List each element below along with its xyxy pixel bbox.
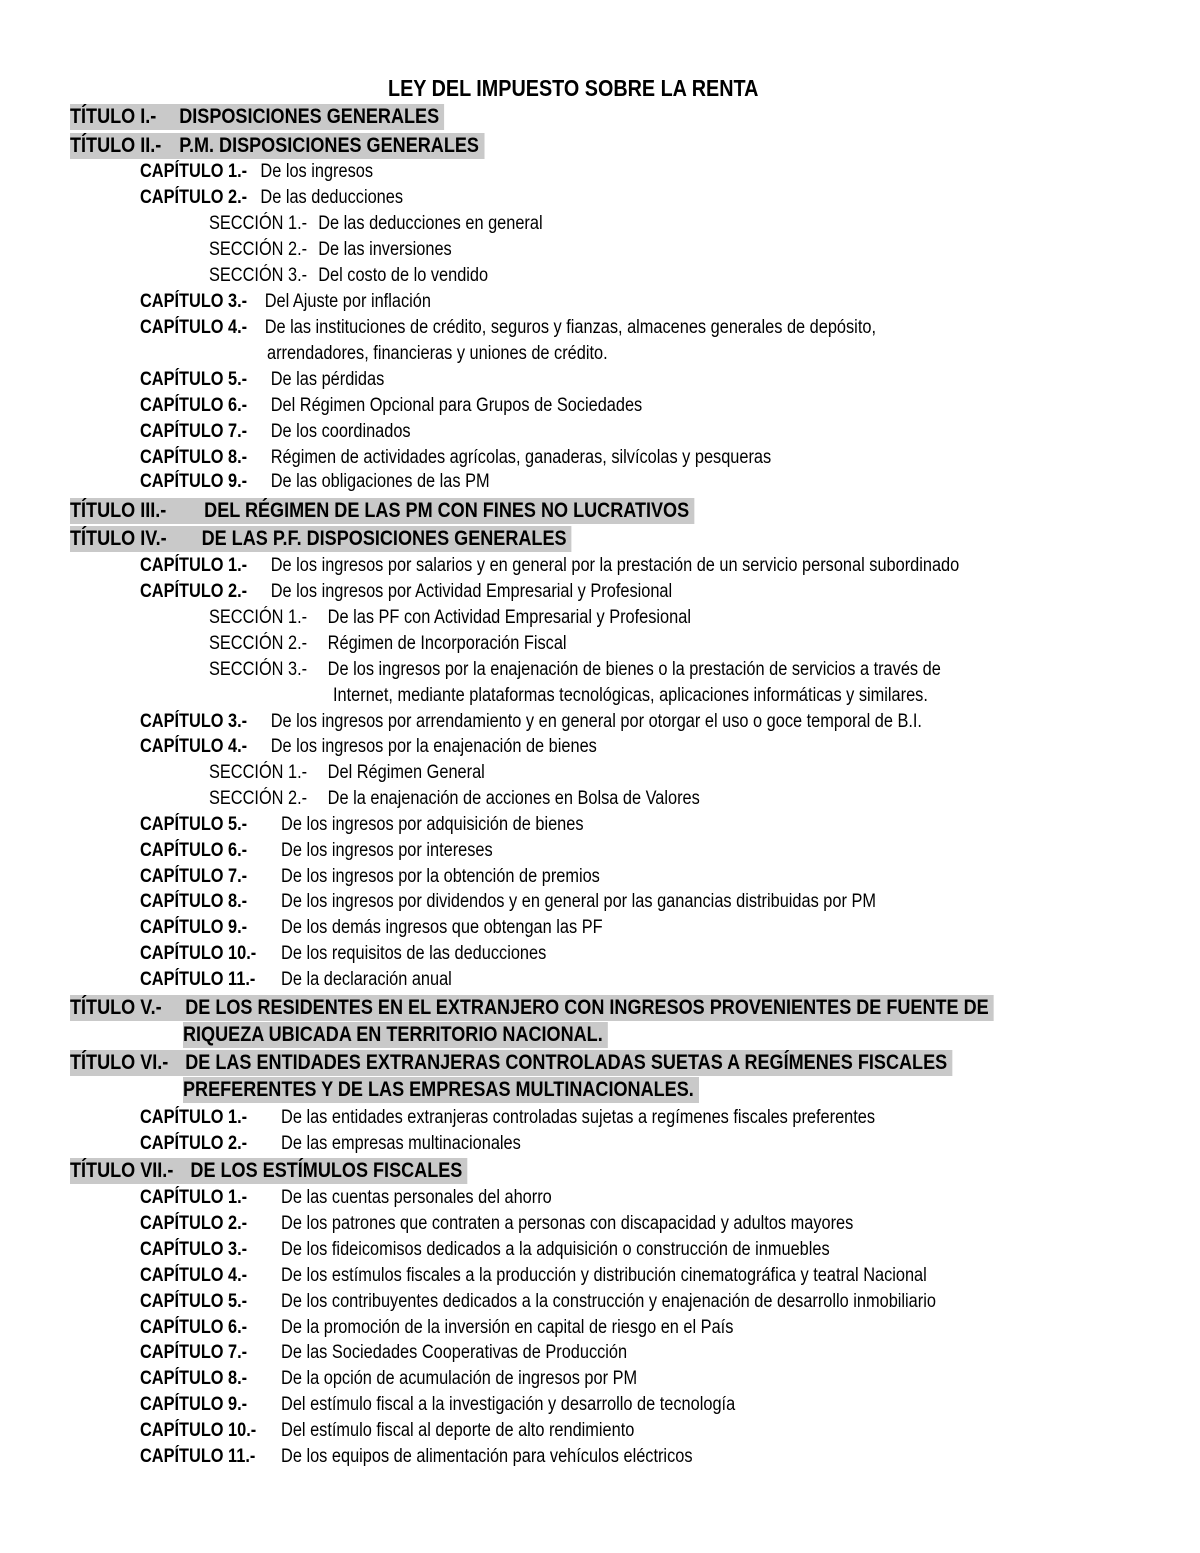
titulo-text: DISPOSICIONES GENERALES xyxy=(179,105,440,128)
capitulo-row xyxy=(140,1132,521,1156)
titulo-text: DE LOS ESTÍMULOS FISCALES xyxy=(190,1159,463,1182)
capitulo-text: De los estímulos fiscales a la producción y distribución cinematográfica y teatral Nacional xyxy=(281,1265,927,1286)
capitulo-row xyxy=(140,420,411,444)
capitulo-label: CAPÍTULO 7.- xyxy=(140,1342,248,1363)
capitulo-row xyxy=(140,916,603,940)
capitulo-row xyxy=(140,1186,552,1210)
capitulo-text: De los ingresos por la obtención de premios xyxy=(281,866,600,887)
seccion-text: Del costo de lo vendido xyxy=(318,265,489,286)
capitulo-text: De los ingresos por arrendamiento y en general por otorgar el uso o goce temporal de B.I. xyxy=(270,711,922,732)
capitulo-text: De las entidades extranjeras controladas sujetas a regímenes fiscales preferentes xyxy=(281,1107,876,1128)
capitulo-label: CAPÍTULO 3.- xyxy=(140,1239,248,1260)
titulo-text: DE LOS RESIDENTES EN EL EXTRANJERO CON INGRESOS PROVENIENTES DE FUENTE DE xyxy=(185,996,989,1019)
titulo-label: TÍTULO II.- xyxy=(70,134,162,157)
titulo-text: DE LAS ENTIDADES EXTRANJERAS CONTROLADAS SUETAS A REGÍMENES FISCALES xyxy=(185,1051,948,1074)
titulo-label: TÍTULO VII.- xyxy=(70,1159,174,1182)
capitulo-label: CAPÍTULO 2.- xyxy=(140,1213,248,1234)
capitulo-row xyxy=(140,186,403,210)
capitulo-label: CAPÍTULO 6.- xyxy=(140,395,248,416)
capitulo-text: Del estímulo fiscal a la investigación y desarrollo de tecnología xyxy=(281,1394,736,1415)
capitulo-label: CAPÍTULO 2.- xyxy=(140,1133,248,1154)
seccion-label: SECCIÓN 2.- xyxy=(209,788,308,809)
capitulo-text: De la declaración anual xyxy=(281,969,452,990)
capitulo-label: CAPÍTULO 9.- xyxy=(140,1394,248,1415)
capitulo-text: De los ingresos por la enajenación de bienes xyxy=(270,736,597,757)
seccion-row xyxy=(209,658,941,682)
capitulo-label: CAPÍTULO 1.- xyxy=(140,1187,248,1208)
capitulo-label: CAPÍTULO 10.- xyxy=(140,1420,257,1441)
capitulo-row xyxy=(140,839,493,863)
titulo-label: TÍTULO V.- xyxy=(70,996,162,1019)
titulo-heading xyxy=(70,133,484,159)
seccion-continuation: Internet, mediante plataformas tecnológicas, aplicaciones informáticas y similares. xyxy=(333,685,928,706)
seccion-row xyxy=(209,761,485,785)
capitulo-label: CAPÍTULO 1.- xyxy=(140,161,248,182)
seccion-label: SECCIÓN 1.- xyxy=(209,607,308,628)
seccion-label: SECCIÓN 2.- xyxy=(209,633,308,654)
capitulo-label: CAPÍTULO 1.- xyxy=(140,1107,248,1128)
capitulo-row xyxy=(140,813,584,837)
capitulo-label: CAPÍTULO 8.- xyxy=(140,1368,248,1389)
titulo-heading xyxy=(70,1050,952,1076)
capitulo-row xyxy=(140,968,452,992)
capitulo-text: De los fideicomisos dedicados a la adquisición o construcción de inmuebles xyxy=(281,1239,830,1260)
capitulo-text: Del Ajuste por inflación xyxy=(264,291,431,312)
capitulo-label: CAPÍTULO 10.- xyxy=(140,943,257,964)
capitulo-text: De las pérdidas xyxy=(270,369,385,390)
titulo-heading xyxy=(70,526,572,552)
seccion-label: SECCIÓN 2.- xyxy=(209,239,308,260)
seccion-row xyxy=(209,264,488,288)
capitulo-row xyxy=(140,1238,830,1262)
capitulo-label: CAPÍTULO 4.- xyxy=(140,1265,248,1286)
capitulo-row xyxy=(140,160,373,184)
titulo-text: DEL RÉGIMEN DE LAS PM CON FINES NO LUCRATIVOS xyxy=(204,499,690,522)
capitulo-text: De los ingresos por Actividad Empresarial y Profesional xyxy=(270,581,673,602)
capitulo-row xyxy=(140,1393,735,1417)
capitulo-label: CAPÍTULO 9.- xyxy=(140,471,248,492)
capitulo-text: De las deducciones xyxy=(260,187,404,208)
capitulo-text: De los contribuyentes dedicados a la construcción y enajenación de desarrollo inmobiliario xyxy=(281,1291,936,1312)
capitulo-text: Régimen de actividades agrícolas, ganaderas, silvícolas y pesqueras xyxy=(270,447,772,468)
seccion-text: Del Régimen General xyxy=(327,762,485,783)
titulo-heading xyxy=(70,995,994,1021)
page-title: LEY DEL IMPUESTO SOBRE LA RENTA xyxy=(388,75,759,101)
capitulo-row xyxy=(140,1316,733,1340)
capitulo-text: De las obligaciones de las PM xyxy=(270,471,490,492)
capitulo-row xyxy=(140,1290,936,1314)
capitulo-text: De los equipos de alimentación para vehículos eléctricos xyxy=(281,1446,693,1467)
capitulo-label: CAPÍTULO 8.- xyxy=(140,447,248,468)
capitulo-text: De los ingresos xyxy=(260,161,374,182)
capitulo-label: CAPÍTULO 3.- xyxy=(140,291,248,312)
titulo-heading xyxy=(70,498,694,524)
capitulo-label: CAPÍTULO 2.- xyxy=(140,581,248,602)
capitulo-continuation: arrendadores, financieras y uniones de crédito. xyxy=(267,343,608,364)
capitulo-text: De los coordinados xyxy=(270,421,411,442)
capitulo-label: CAPÍTULO 8.- xyxy=(140,891,248,912)
capitulo-label: CAPÍTULO 1.- xyxy=(140,555,248,576)
capitulo-label: CAPÍTULO 5.- xyxy=(140,814,248,835)
titulo-continuation: PREFERENTES Y DE LAS EMPRESAS MULTINACIONALES. xyxy=(183,1077,699,1103)
titulo-label: TÍTULO IV.- xyxy=(70,527,167,550)
capitulo-row xyxy=(140,580,672,604)
capitulo-row xyxy=(140,368,384,392)
capitulo-text: De las empresas multinacionales xyxy=(281,1133,521,1154)
seccion-text: De las deducciones en general xyxy=(318,213,543,234)
capitulo-text: De los ingresos por dividendos y en general por las ganancias distribuidas por PM xyxy=(281,891,876,912)
capitulo-text: De los demás ingresos que obtengan las PF xyxy=(281,917,603,938)
capitulo-row xyxy=(140,554,959,578)
capitulo-label: CAPÍTULO 9.- xyxy=(140,917,248,938)
capitulo-row xyxy=(140,890,876,914)
capitulo-label: CAPÍTULO 4.- xyxy=(140,736,248,757)
capitulo-text: De las cuentas personales del ahorro xyxy=(281,1187,552,1208)
capitulo-row xyxy=(140,1264,927,1288)
capitulo-text: De la opción de acumulación de ingresos por PM xyxy=(281,1368,638,1389)
capitulo-row xyxy=(140,1341,627,1365)
capitulo-label: CAPÍTULO 5.- xyxy=(140,1291,248,1312)
capitulo-text: De los patrones que contraten a personas con discapacidad y adultos mayores xyxy=(281,1213,854,1234)
capitulo-label: CAPÍTULO 5.- xyxy=(140,369,248,390)
capitulo-row xyxy=(140,1419,634,1443)
capitulo-row xyxy=(140,1212,853,1236)
seccion-text: Régimen de Incorporación Fiscal xyxy=(327,633,567,654)
capitulo-label: CAPÍTULO 7.- xyxy=(140,421,248,442)
seccion-text: De los ingresos por la enajenación de bienes o la prestación de servicios a través de xyxy=(327,659,941,680)
capitulo-label: CAPÍTULO 11.- xyxy=(140,969,256,990)
capitulo-text: De los ingresos por adquisición de bienes xyxy=(281,814,584,835)
seccion-label: SECCIÓN 3.- xyxy=(209,265,308,286)
seccion-text: De las inversiones xyxy=(318,239,452,260)
titulo-text: DE LAS P.F. DISPOSICIONES GENERALES xyxy=(201,527,567,550)
capitulo-label: CAPÍTULO 2.- xyxy=(140,187,248,208)
capitulo-row xyxy=(140,735,597,759)
titulo-heading xyxy=(70,104,444,130)
capitulo-label: CAPÍTULO 6.- xyxy=(140,840,248,861)
seccion-row xyxy=(209,212,543,236)
capitulo-label: CAPÍTULO 7.- xyxy=(140,866,248,887)
seccion-text: De la enajenación de acciones en Bolsa de Valores xyxy=(327,788,700,809)
capitulo-row xyxy=(140,1106,875,1130)
capitulo-label: CAPÍTULO 11.- xyxy=(140,1446,256,1467)
seccion-row xyxy=(209,238,452,262)
capitulo-text: De los requisitos de las deducciones xyxy=(281,943,547,964)
titulo-continuation: RIQUEZA UBICADA EN TERRITORIO NACIONAL. xyxy=(183,1022,608,1048)
capitulo-row xyxy=(140,1445,692,1469)
capitulo-text: De las instituciones de crédito, seguros y fianzas, almacenes generales de depósito, xyxy=(264,317,876,338)
seccion-row xyxy=(209,787,700,811)
capitulo-text: De la promoción de la inversión en capital de riesgo en el País xyxy=(281,1317,734,1338)
capitulo-row xyxy=(140,865,600,889)
titulo-text: P.M. DISPOSICIONES GENERALES xyxy=(179,134,479,157)
capitulo-row xyxy=(140,942,546,966)
capitulo-label: CAPÍTULO 6.- xyxy=(140,1317,248,1338)
seccion-label: SECCIÓN 3.- xyxy=(209,659,308,680)
capitulo-text: De las Sociedades Cooperativas de Producción xyxy=(281,1342,628,1363)
capitulo-text: Del estímulo fiscal al deporte de alto rendimiento xyxy=(281,1420,635,1441)
seccion-row xyxy=(209,606,691,630)
titulo-label: TÍTULO I.- xyxy=(70,105,157,128)
capitulo-text: De los ingresos por intereses xyxy=(281,840,493,861)
capitulo-row xyxy=(140,394,642,418)
capitulo-label: CAPÍTULO 3.- xyxy=(140,711,248,732)
capitulo-row xyxy=(140,710,922,734)
titulo-heading xyxy=(70,1158,467,1184)
capitulo-row xyxy=(140,470,490,494)
seccion-row xyxy=(209,632,567,656)
titulo-label: TÍTULO VI.- xyxy=(70,1051,169,1074)
capitulo-row xyxy=(140,1367,637,1391)
capitulo-row xyxy=(140,290,431,314)
seccion-text: De las PF con Actividad Empresarial y Profesional xyxy=(327,607,691,628)
titulo-label: TÍTULO III.- xyxy=(70,499,167,522)
seccion-label: SECCIÓN 1.- xyxy=(209,762,308,783)
capitulo-text: Del Régimen Opcional para Grupos de Sociedades xyxy=(270,395,643,416)
seccion-label: SECCIÓN 1.- xyxy=(209,213,308,234)
capitulo-label: CAPÍTULO 4.- xyxy=(140,317,248,338)
capitulo-row xyxy=(140,316,876,340)
capitulo-text: De los ingresos por salarios y en general por la prestación de un servicio personal subordinado xyxy=(270,555,960,576)
capitulo-row xyxy=(140,446,771,470)
